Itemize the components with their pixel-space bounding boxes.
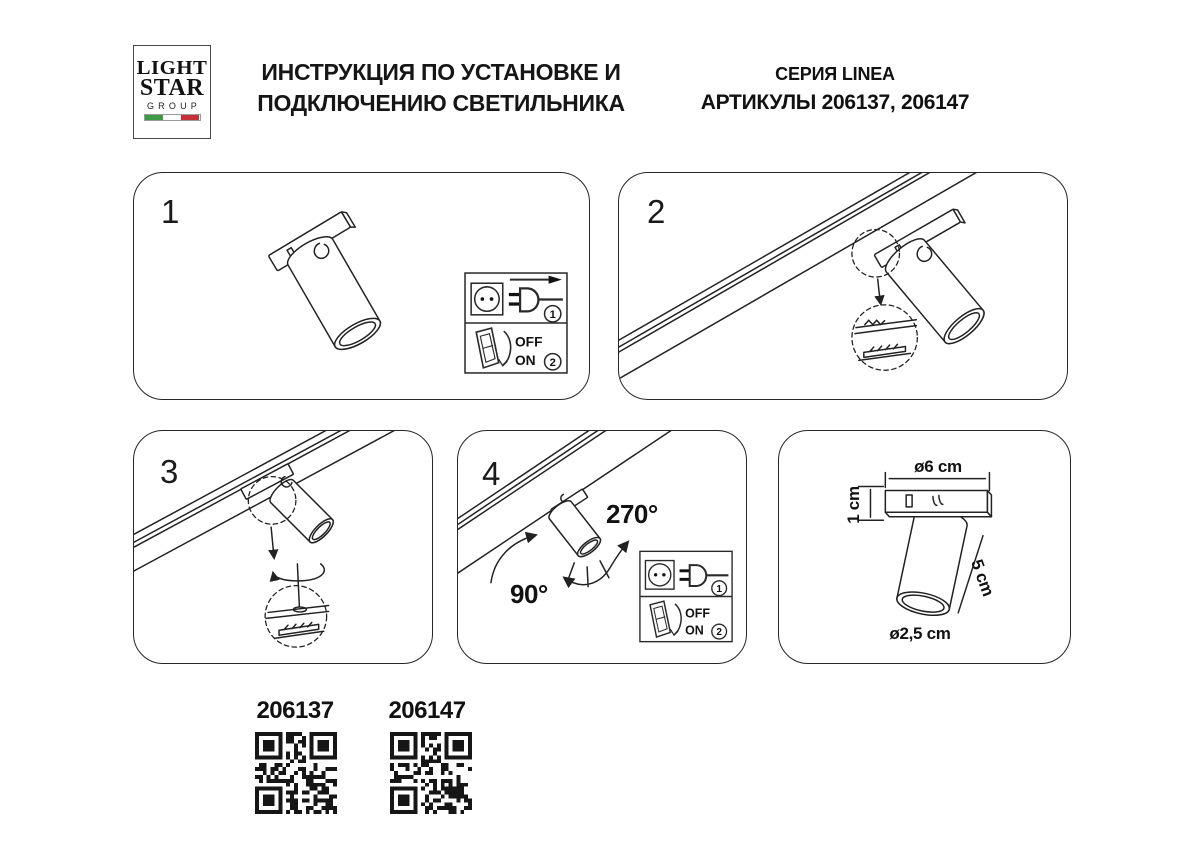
legend-off-label: OFF xyxy=(514,334,543,350)
switch-icon xyxy=(476,328,510,368)
qr-code-206137 xyxy=(255,732,337,814)
step-2-drawing xyxy=(619,173,1067,399)
power-steps-legend xyxy=(639,548,733,645)
track-width-label: ø6 cm xyxy=(914,457,962,476)
track-cross-section xyxy=(855,320,916,361)
lamp-cylinder xyxy=(895,504,969,619)
article-1-label: 206137 xyxy=(256,697,334,724)
lightstar-logo xyxy=(133,45,211,139)
track-height-label: 1 cm xyxy=(844,486,863,524)
step-1-number: 1 xyxy=(161,193,180,230)
spotlight-drawing xyxy=(268,210,384,356)
italy-flag-icon xyxy=(144,114,201,121)
logo-word-star: STAR xyxy=(139,75,205,101)
article-2-label: 206147 xyxy=(388,697,466,724)
articles-label: АРТИКУЛЫ 206137, 206147 xyxy=(700,91,970,114)
push-arrow-icon xyxy=(894,354,929,389)
callout-arrow xyxy=(271,527,274,558)
rotation-270-label: 270° xyxy=(606,499,658,529)
logo-word-light: LIGHT xyxy=(136,57,208,79)
plug-direction-arrow-icon xyxy=(549,276,562,284)
title-line-2: ПОДКЛЮЧЕНИЮ СВЕТИЛЬНИКА xyxy=(257,90,625,116)
series-label: СЕРИЯ LINEA xyxy=(775,64,895,84)
power-steps-legend xyxy=(464,272,568,374)
lamp-cylinder xyxy=(880,233,989,349)
step-3-number: 3 xyxy=(160,453,179,490)
step-1-panel xyxy=(133,172,590,400)
body-diameter-label: ø2,5 cm xyxy=(889,624,951,643)
step-2-number: 2 xyxy=(647,193,666,230)
dimensions-panel xyxy=(778,430,1071,664)
legend-off-label: OFF xyxy=(685,606,710,621)
legend-step-2-number: 2 xyxy=(716,627,722,639)
step-2-panel xyxy=(618,172,1068,400)
logo-word-group: GROUP xyxy=(146,101,201,111)
lamp-cylinder xyxy=(283,231,385,355)
step-3-drawing xyxy=(134,431,432,663)
detail-circle xyxy=(265,586,326,647)
track-lines xyxy=(134,431,397,572)
legend-on-label: ON xyxy=(514,352,536,368)
screwdriver xyxy=(293,528,301,606)
latch xyxy=(279,624,319,635)
step-3-panel xyxy=(133,430,433,664)
track-cross-section xyxy=(266,605,328,638)
qr-code-206147 xyxy=(390,732,472,814)
lamp-cylinder xyxy=(267,476,337,546)
callout-arrow xyxy=(878,279,881,304)
title-line-1: ИНСТРУКЦИЯ ПО УСТАНОВКЕ И xyxy=(261,59,621,85)
step-4-panel xyxy=(457,430,747,664)
switch-icon xyxy=(650,601,681,637)
legend-step-2-number: 2 xyxy=(549,356,556,369)
body-length-label: 5 cm xyxy=(967,556,998,599)
rotate-90-arrow xyxy=(491,535,536,583)
legend-on-label: ON xyxy=(685,623,704,638)
track-adapter xyxy=(885,490,991,516)
rotation-90-label: 90° xyxy=(510,579,548,609)
legend-step-1-number: 1 xyxy=(716,583,722,595)
page-title xyxy=(238,57,644,119)
step-4-number: 4 xyxy=(482,455,501,492)
legend-step-1-number: 1 xyxy=(549,308,556,321)
